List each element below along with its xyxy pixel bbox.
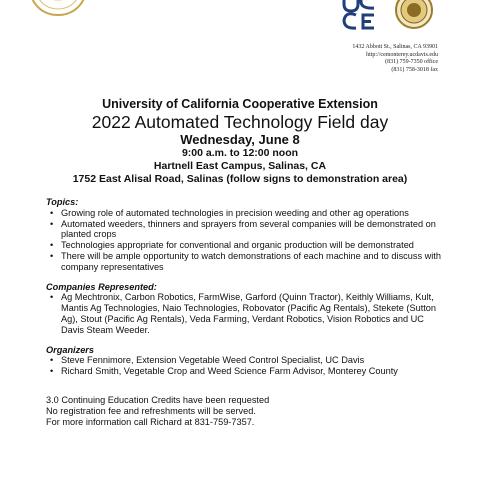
event-venue: Hartnell East Campus, Salinas, CA bbox=[153, 160, 327, 172]
list-item: • Technologies appropriate for conventional and organic production will be demonstrated bbox=[46, 240, 446, 251]
companies-heading: Companies Represented: bbox=[46, 281, 157, 292]
list-item: • Growing role of automated technologies in precision weeding and other ag operations bbox=[46, 208, 446, 219]
list-item: • Richard Smith, Vegetable Crop and Weed Science Farm Advisor, Monterey County bbox=[46, 366, 446, 377]
topics-heading: Topics: bbox=[46, 197, 79, 207]
organizers-list bbox=[46, 355, 446, 377]
address-block bbox=[330, 44, 438, 74]
organizers-heading: Organizers bbox=[46, 344, 94, 355]
event-title: 2022 Automated Technology Field day bbox=[91, 112, 389, 132]
note-credits: 3.0 Continuing Education Credits have been requested bbox=[46, 394, 270, 405]
address-street: 1432 Abbott St., Salinas, CA 93901 bbox=[352, 44, 438, 50]
list-item: • Automated weeders, thinners and sprayers from several companies will be demonstrated on planted crops bbox=[46, 219, 446, 241]
note-registration: No registration fee and refreshments will be served. bbox=[46, 405, 256, 416]
event-directions: 1752 East Alisal Road, Salinas (follow signs to demonstration area) bbox=[72, 173, 408, 185]
event-date: Wednesday, June 8 bbox=[180, 132, 300, 147]
document-body bbox=[46, 197, 446, 427]
note-contact: For more information call Richard at 831-759-7357. bbox=[46, 416, 255, 427]
address-office-phone: (831) 759-7350 office bbox=[385, 59, 438, 66]
event-time: 9:00 a.m. to 12:00 noon bbox=[181, 147, 299, 159]
university-seal-icon bbox=[28, 0, 88, 16]
county-seal-icon bbox=[394, 0, 434, 30]
companies-list bbox=[46, 292, 446, 335]
list-item: • There will be ample opportunity to watch demonstrations of each machine and to discuss with company representatives bbox=[46, 251, 446, 273]
event-header bbox=[0, 96, 480, 186]
topics-list bbox=[46, 208, 446, 273]
list-item: • Steve Fennimore, Extension Vegetable Weed Control Specialist, UC Davis bbox=[46, 355, 446, 366]
event-notes bbox=[46, 395, 446, 427]
organization-name: University of California Cooperative Extension bbox=[102, 97, 378, 111]
list-item: • Ag Mechtronix, Carbon Robotics, FarmWise, Garford (Quinn Tractor), Keithly Williams, Kult, Mantis Ag Technologies, Naio Technologies, Robovator (Pacific Ag Rentals), Stekete (Sutton Ag), Stout (Pacific Ag Rentals), Veda Farming, Verdant Robotics, Vision Robotics and UC Davis Steam Weeder. bbox=[46, 292, 446, 335]
ucce-logo-icon bbox=[338, 0, 378, 32]
address-fax: (831) 758-3018 fax bbox=[391, 66, 438, 73]
address-web[interactable]: http://cemonterey.ucdavis.edu bbox=[366, 51, 438, 58]
